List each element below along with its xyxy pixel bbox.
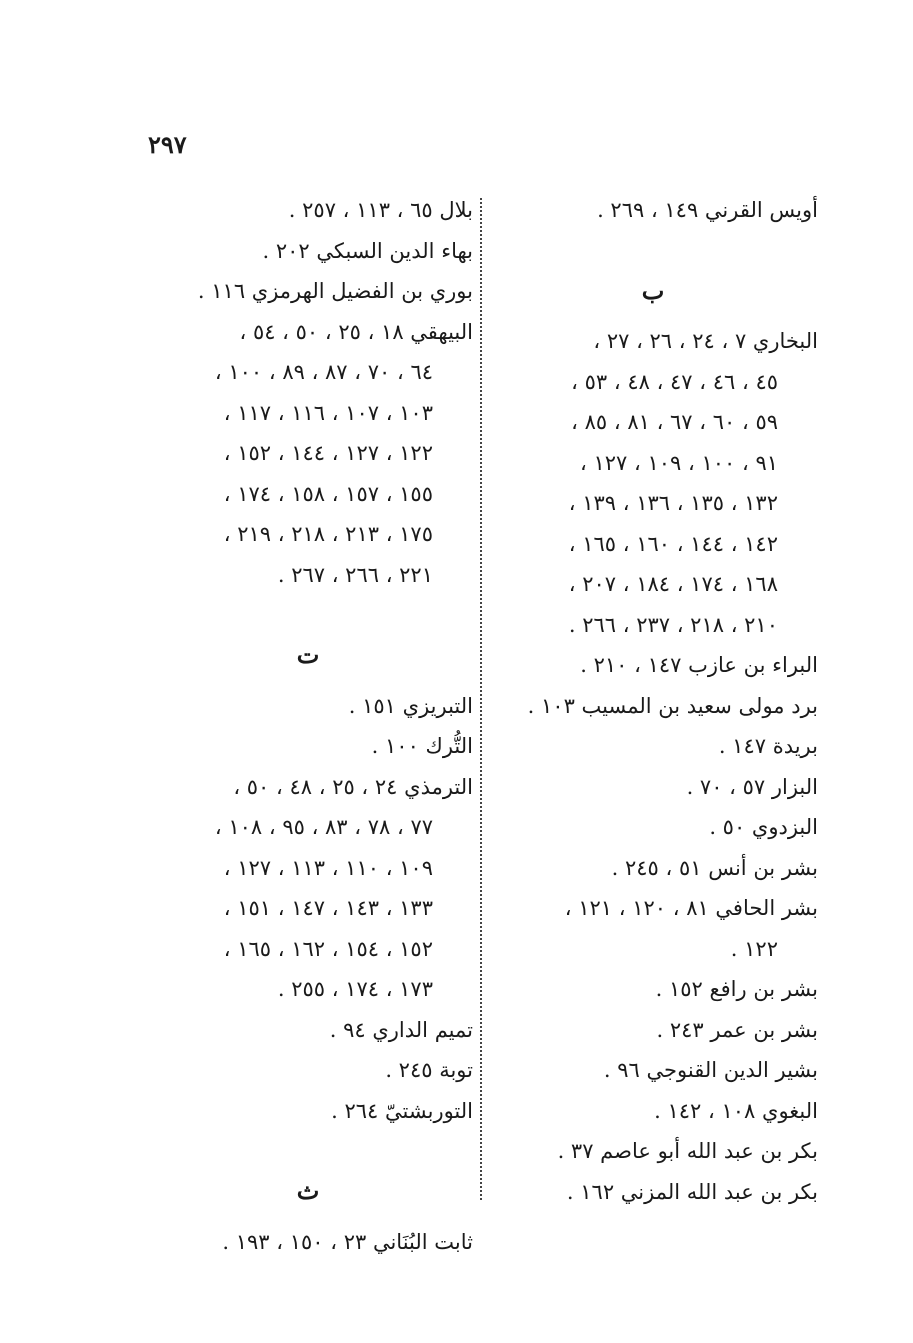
index-entry: البيهقي ١٨ ، ٢٥ ، ٥٠ ، ٥٤ ،	[239, 319, 473, 344]
index-entry: البخاري ٧ ، ٢٤ ، ٢٦ ، ٢٧ ،	[593, 329, 818, 353]
section-letter-heading: ب	[641, 275, 665, 305]
index-entry: أويس القرني ١٤٩ ، ٢٦٩ .	[597, 198, 818, 222]
index-entry-continuation: ٩١ ، ١٠٠ ، ١٠٩ ، ١٢٧ ،	[580, 450, 778, 475]
index-entry-continuation: ١٧٣ ، ١٧٤ ، ٢٥٥ .	[277, 977, 433, 1001]
index-entry: بشير الدين القنوجي ٩٦ .	[603, 1058, 818, 1082]
section-letter-heading: ث	[296, 1176, 320, 1205]
page-number: ٢٩٧	[148, 130, 187, 159]
index-entry: البزار ٥٧ ، ٧٠ .	[686, 774, 818, 799]
index-entry-continuation: ١٠٣ ، ١٠٧ ، ١١٦ ، ١١٧ ،	[223, 400, 433, 425]
index-entry: ثابت البُنَاني ٢٣ ، ١٥٠ ، ١٩٣ .	[222, 1229, 473, 1254]
index-entry-continuation: ١٢٢ .	[730, 936, 778, 961]
section-letter-heading: ت	[296, 640, 320, 669]
index-entry-continuation: ١٥٥ ، ١٥٧ ، ١٥٨ ، ١٧٤ ،	[223, 481, 433, 506]
index-entry-continuation: ١٣٣ ، ١٤٣ ، ١٤٧ ، ١٥١ ،	[223, 896, 433, 920]
index-entry: بشر بن أنس ٥١ ، ٢٤٥ .	[611, 855, 818, 880]
index-entry: البراء بن عازب ١٤٧ ، ٢١٠ .	[580, 653, 818, 677]
index-entry-continuation: ١٢٢ ، ١٢٧ ، ١٤٤ ، ١٥٢ ،	[223, 441, 433, 465]
index-entry-continuation: ٦٤ ، ٧٠ ، ٨٧ ، ٨٩ ، ١٠٠ ،	[214, 360, 433, 384]
index-entry-continuation: ١٧٥ ، ٢١٣ ، ٢١٨ ، ٢١٩ ،	[223, 522, 433, 546]
index-column-right	[488, 190, 818, 1212]
index-entry: التوربشتيّ ٢٦٤ .	[331, 1098, 473, 1123]
index-entry-continuation: ٥٩ ، ٦٠ ، ٦٧ ، ٨١ ، ٨٥ ،	[571, 410, 778, 434]
column-divider	[480, 198, 482, 1200]
index-entry: بشر بن عمر ٢٤٣ .	[656, 1017, 818, 1042]
index-entry: بشر الحافي ٨١ ، ١٢٠ ، ١٢١ ،	[564, 896, 818, 920]
index-entry: الترمذي ٢٤ ، ٢٥ ، ٤٨ ، ٥٠ ،	[233, 774, 473, 799]
index-column-left	[143, 190, 473, 1262]
index-entry: توبة ٢٤٥ .	[385, 1058, 473, 1082]
index-entry-continuation: ١٠٩ ، ١١٠ ، ١١٣ ، ١٢٧ ،	[223, 855, 433, 880]
index-entry-continuation: ٤٥ ، ٤٦ ، ٤٧ ، ٤٨ ، ٥٣ ،	[571, 369, 778, 394]
index-entry: بكر بن عبد الله أبو عاصم ٣٧ .	[557, 1139, 818, 1163]
index-entry: بريدة ١٤٧ .	[718, 734, 818, 758]
index-entry-continuation: ٢٢١ ، ٢٦٦ ، ٢٦٧ .	[277, 562, 433, 587]
index-entry: برد مولى سعيد بن المسيب ١٠٣ .	[527, 693, 818, 718]
index-entry: تميم الداري ٩٤ .	[329, 1017, 473, 1042]
index-entry: التُّرك ١٠٠ .	[371, 734, 473, 758]
index-entry-continuation: ٢١٠ ، ٢١٨ ، ٢٣٧ ، ٢٦٦ .	[568, 612, 778, 637]
index-entry: بلال ٦٥ ، ١١٣ ، ٢٥٧ .	[288, 198, 473, 222]
index-entry: بوري بن الفضيل الهرمزي ١١٦ .	[197, 279, 473, 303]
index-entry: بهاء الدين السبكي ٢٠٢ .	[262, 238, 473, 263]
index-entry-continuation: ٧٧ ، ٧٨ ، ٨٣ ، ٩٥ ، ١٠٨ ،	[214, 815, 433, 839]
index-entry-continuation: ١٥٢ ، ١٥٤ ، ١٦٢ ، ١٦٥ ،	[223, 936, 433, 961]
index-entry: البغوي ١٠٨ ، ١٤٢ .	[654, 1098, 818, 1123]
index-entry: التبريزي ١٥١ .	[348, 693, 473, 718]
index-entry-continuation: ١٦٨ ، ١٧٤ ، ١٨٤ ، ٢٠٧ ،	[568, 572, 778, 596]
index-entry: بشر بن رافع ١٥٢ .	[655, 977, 818, 1001]
index-entry: البزدوي ٥٠ .	[709, 815, 818, 839]
index-entry: بكر بن عبد الله المزني ١٦٢ .	[566, 1179, 818, 1204]
index-entry-continuation: ١٤٢ ، ١٤٤ ، ١٦٠ ، ١٦٥ ،	[568, 531, 778, 556]
index-entry-continuation: ١٣٢ ، ١٣٥ ، ١٣٦ ، ١٣٩ ،	[568, 491, 778, 515]
